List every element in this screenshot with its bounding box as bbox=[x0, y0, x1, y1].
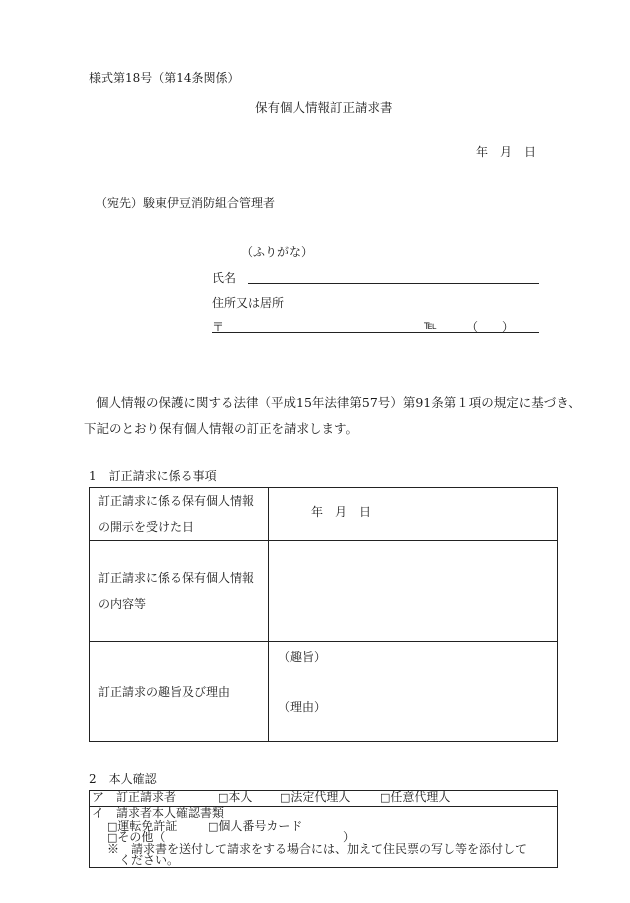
furigana-label: （ふりがな） bbox=[241, 245, 314, 259]
section2-heading: 2 本人確認 bbox=[89, 772, 157, 786]
page-title: 保有個人情報訂正請求書 bbox=[255, 100, 393, 115]
name-label: 氏名 bbox=[212, 271, 237, 285]
info-content-field[interactable] bbox=[269, 541, 558, 642]
info-content-label bbox=[90, 541, 269, 642]
checkbox-license-box[interactable]: □ bbox=[107, 820, 118, 833]
table-row bbox=[90, 642, 558, 742]
identity-verification-box bbox=[89, 790, 558, 868]
postal-mark: 〒 bbox=[212, 320, 225, 334]
checkbox-mynumber-box[interactable]: □ bbox=[208, 820, 219, 833]
requester-label: ア 訂正請求者 bbox=[92, 790, 177, 804]
checkbox-other-box[interactable]: □ bbox=[107, 831, 118, 844]
checkbox-self-box[interactable]: □ bbox=[218, 791, 229, 804]
checkbox-legal-rep-label: 法定代理人 bbox=[290, 790, 351, 804]
disclosure-date-label bbox=[90, 488, 269, 541]
info-content-label-line2: の内容等 bbox=[98, 597, 147, 611]
address-label: 住所又は居所 bbox=[212, 296, 285, 310]
checkbox-voluntary-rep-box[interactable]: □ bbox=[380, 791, 391, 804]
table-row bbox=[90, 541, 558, 642]
name-field[interactable] bbox=[248, 283, 539, 284]
reason-label: （理由） bbox=[278, 700, 327, 714]
checkbox-mynumber-label: 個人番号カード bbox=[218, 819, 303, 833]
correction-details-table bbox=[89, 487, 558, 742]
checkbox-legal-rep[interactable] bbox=[280, 791, 350, 804]
checkbox-voluntary-rep-label: 任意代理人 bbox=[390, 790, 451, 804]
body-text-line-2: 下記のとおり保有個人情報の訂正を請求します。 bbox=[84, 421, 359, 436]
tel-parens: （ ） bbox=[466, 320, 515, 334]
id-documents-label: イ 請求者本人確認書類 bbox=[92, 806, 225, 820]
addressee: （宛先）駿東伊豆消防組合管理者 bbox=[95, 196, 276, 210]
disclosure-date-label-line2: の開示を受けた日 bbox=[98, 520, 195, 534]
checkbox-legal-rep-box[interactable]: □ bbox=[280, 791, 291, 804]
purpose-label: （趣旨） bbox=[278, 650, 327, 664]
disclosure-date-label-line1: 訂正請求に係る保有個人情報 bbox=[98, 494, 255, 508]
purpose-reason-label bbox=[90, 642, 269, 742]
date-line: 年 月 日 bbox=[476, 145, 537, 159]
other-close-paren: ） bbox=[343, 830, 356, 844]
note-line-1: ※ 請求書を送付して請求をする場合には、加えて住民票の写し等を添付して bbox=[107, 842, 528, 856]
checkbox-other-label: その他（ bbox=[117, 830, 166, 844]
checkbox-voluntary-rep[interactable] bbox=[380, 791, 450, 804]
disclosure-date-field[interactable] bbox=[269, 488, 558, 541]
table-row bbox=[90, 488, 558, 541]
info-content-label-line1: 訂正請求に係る保有個人情報 bbox=[98, 571, 255, 585]
tel-mark: ℡ bbox=[424, 318, 437, 332]
requester-row bbox=[90, 791, 557, 807]
checkbox-license-label: 運転免許証 bbox=[117, 819, 178, 833]
address-field[interactable] bbox=[212, 332, 539, 333]
purpose-reason-field[interactable] bbox=[269, 642, 558, 742]
body-text-line-1: 個人情報の保護に関する法律（平成15年法律第57号）第91条第１項の規定に基づき、 bbox=[96, 395, 581, 410]
purpose-reason-label-text: 訂正請求の趣旨及び理由 bbox=[98, 684, 231, 699]
checkbox-self-label: 本人 bbox=[228, 790, 253, 804]
form-number: 様式第18号（第14条関係） bbox=[89, 71, 240, 85]
disclosure-date-value: 年 月 日 bbox=[311, 504, 372, 519]
note-line-2: ください。 bbox=[119, 853, 180, 867]
section1-heading: 1 訂正請求に係る事項 bbox=[89, 469, 217, 483]
checkbox-self[interactable] bbox=[218, 791, 252, 804]
checkbox-mynumber[interactable] bbox=[208, 820, 302, 833]
